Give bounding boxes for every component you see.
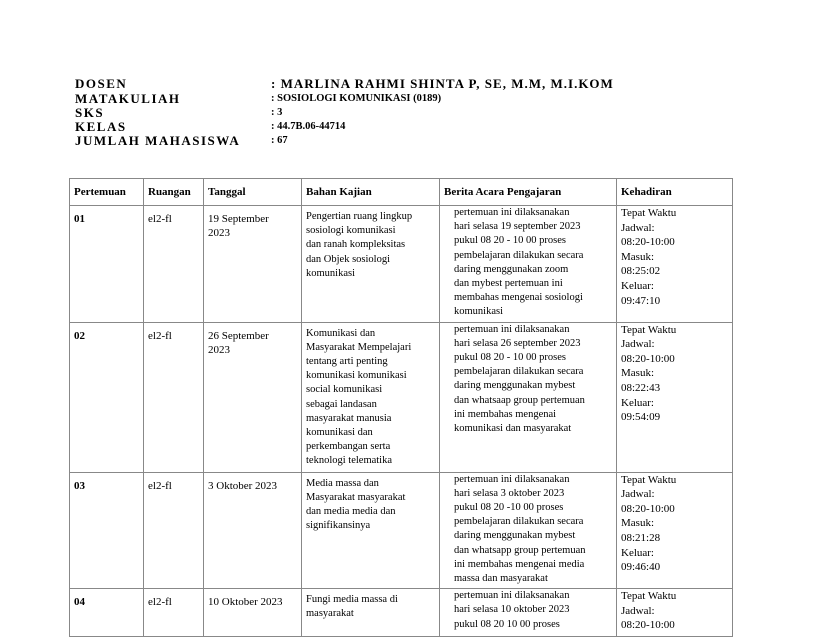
cell-kehadiran: Tepat Waktu Jadwal: 08:20-10:00 Masuk: 08:22:43 Keluar: 09:54:09 — [617, 322, 733, 472]
column-header-kehadiran: Kehadiran — [617, 179, 733, 206]
table-row — [70, 322, 733, 472]
cell-pertemuan: 03 — [70, 472, 144, 589]
cell-berita-acara: pertemuan ini dilaksanakan hari selasa 3 oktober 2023 pukul 08 20 -10 00 proses pembelajaran dilakukan secara daring menggunakan mybest dan whatsapp group pertemuan ini membahas mengenai media massa dan masyarakat — [440, 472, 617, 589]
cell-berita-acara: pertemuan ini dilaksanakan hari selasa 26 september 2023 pukul 08 20 - 10 00 proses pembelajaran dilakukan secara daring menggunakan mybest dan whatsaap group pertemuan ini membahas mengenai komunikasi dan masyarakat — [440, 322, 617, 472]
cell-tanggal: 19 September 2023 — [204, 206, 302, 323]
header-value: : 67 — [271, 135, 288, 146]
header-value: : 44.7B.06-44714 — [271, 121, 346, 132]
cell-tanggal: 26 September 2023 — [204, 322, 302, 472]
cell-kehadiran: Tepat Waktu Jadwal: 08:20-10:00 — [617, 589, 733, 637]
cell-bahan-kajian: Pengertian ruang lingkup sosiologi komunikasi dan ranah kompleksitas dan Objek sosiologi komunikasi — [302, 206, 440, 323]
cell-berita-acara: pertemuan ini dilaksanakan hari selasa 19 september 2023 pukul 08 20 - 10 00 proses pembelajaran dilakukan secara daring menggunakan zoom dan mybest pertemuan ini membahas mengenai sosiologi komunikasi — [440, 206, 617, 323]
column-header-berita-acara: Berita Acara Pengajaran — [440, 179, 617, 206]
table-row — [70, 589, 733, 637]
header-value: : MARLINA RAHMI SHINTA P, SE, M.M, M.I.KOM — [271, 76, 614, 91]
cell-pertemuan: 04 — [70, 589, 144, 637]
table-row — [70, 206, 733, 323]
cell-pertemuan: 01 — [70, 206, 144, 323]
table-row — [70, 472, 733, 589]
cell-ruangan: el2-fl — [144, 589, 204, 637]
cell-tanggal: 3 Oktober 2023 — [204, 472, 302, 589]
column-header-pertemuan: Pertemuan — [70, 179, 144, 206]
cell-kehadiran: Tepat Waktu Jadwal: 08:20-10:00 Masuk: 08:25:02 Keluar: 09:47:10 — [617, 206, 733, 323]
header-value: : SOSIOLOGI KOMUNIKASI (0189) — [271, 93, 442, 104]
header-label: SKS — [75, 105, 105, 120]
header-label: KELAS — [75, 119, 127, 134]
cell-ruangan: el2-fl — [144, 206, 204, 323]
cell-tanggal: 10 Oktober 2023 — [204, 589, 302, 637]
header-label: MATAKULIAH — [75, 91, 181, 106]
column-header-bahan-kajian: Bahan Kajian — [302, 179, 440, 206]
cell-bahan-kajian: Fungi media massa di masyarakat — [302, 589, 440, 637]
cell-bahan-kajian: Komunikasi dan Masyarakat Mempelajari tentang arti penting komunikasi komunikasi social komunikasi sebagai landasan masyarakat manusia komunikasi dan perkembangan serta teknologi telematika — [302, 322, 440, 472]
attendance-table — [69, 178, 733, 637]
cell-kehadiran: Tepat Waktu Jadwal: 08:20-10:00 Masuk: 08:21:28 Keluar: 09:46:40 — [617, 472, 733, 589]
header-label: JUMLAH MAHASISWA — [75, 133, 241, 148]
cell-pertemuan: 02 — [70, 322, 144, 472]
header-label: DOSEN — [75, 76, 128, 91]
cell-ruangan: el2-fl — [144, 322, 204, 472]
cell-berita-acara: pertemuan ini dilaksanakan hari selasa 10 oktober 2023 pukul 08 20 10 00 proses — [440, 589, 617, 637]
column-header-ruangan: Ruangan — [144, 179, 204, 206]
header-value: : 3 — [271, 107, 283, 118]
column-header-tanggal: Tanggal — [204, 179, 302, 206]
table-header-row — [70, 179, 733, 206]
cell-ruangan: el2-fl — [144, 472, 204, 589]
cell-bahan-kajian: Media massa dan Masyarakat masyarakat dan media media dan signifikansinya — [302, 472, 440, 589]
